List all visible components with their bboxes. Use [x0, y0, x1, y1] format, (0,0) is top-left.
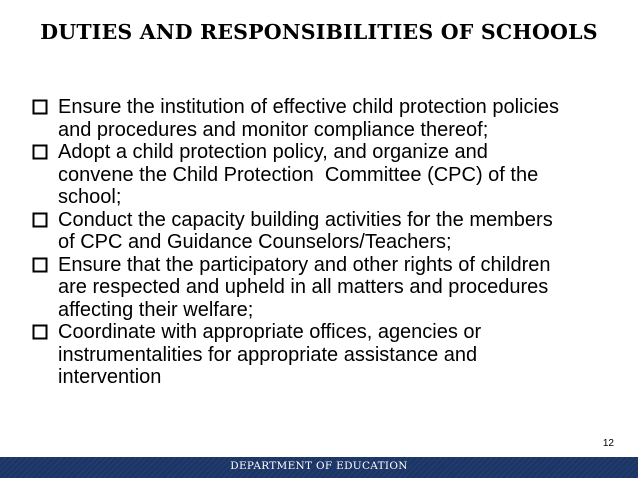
bullet-line: Ensure that the participatory and other rights of children [58, 253, 551, 276]
bullet-item [32, 96, 622, 141]
bullet-item [32, 321, 622, 389]
slide-title: DUTIES AND RESPONSIBILITIES OF SCHOOLS [40, 20, 598, 44]
page-number: 12 [602, 438, 614, 449]
bullet-line: Conduct the capacity building activities for the members [58, 208, 553, 231]
bullet-line: affecting their welfare; [58, 298, 254, 321]
checkbox-square-icon [32, 324, 48, 340]
bullet-line: instrumentalities for appropriate assistance and [58, 343, 478, 366]
bullet-item [32, 141, 622, 209]
bullet-line: and procedures and monitor compliance thereof; [58, 118, 489, 141]
bullet-line: convene the Child Protection Committee (CPC) of the [58, 163, 539, 186]
checkbox-square-icon [32, 144, 48, 160]
bullet-item [32, 254, 622, 322]
footer-bar [0, 457, 638, 478]
bullet-line: are respected and upheld in all matters and procedures [58, 276, 549, 298]
bullet-line: Adopt a child protection policy, and organize and [58, 141, 488, 163]
bullet-item [32, 209, 622, 254]
bullet-line: Ensure the institution of effective child protection policies [58, 96, 560, 118]
bullet-line: school; [58, 186, 122, 208]
bullet-line: Coordinate with appropriate offices, agencies or [58, 321, 482, 343]
bullet-line: intervention [58, 366, 162, 388]
checkbox-square-icon [32, 257, 48, 273]
checkbox-square-icon [32, 99, 48, 115]
checkbox-square-icon [32, 212, 48, 228]
bullet-list [32, 96, 622, 389]
footer-text: DEPARTMENT OF EDUCATION [230, 460, 408, 472]
bullet-line: of CPC and Guidance Counselors/Teachers; [58, 231, 452, 253]
